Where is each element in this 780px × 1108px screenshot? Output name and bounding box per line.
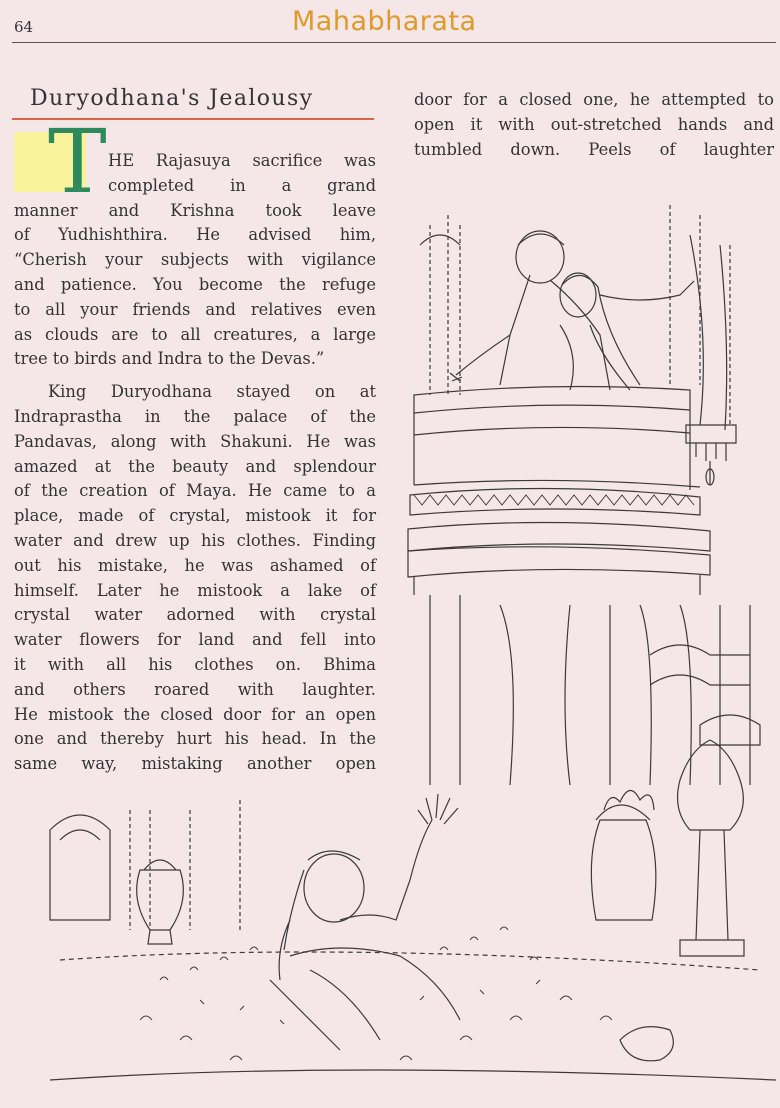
text-line: door for a closed one, he attempted to <box>414 90 774 109</box>
header-divider <box>12 42 776 43</box>
lake-fall-illustration <box>40 720 776 1098</box>
page-header <box>0 0 780 44</box>
text-line: Indraprastha in the palace of the <box>14 406 376 426</box>
text-line: water and drew up his clothes. Finding <box>14 530 376 550</box>
text-line: to all your friends and relatives even <box>14 299 376 319</box>
text-line: it with all his clothes on. Bhima <box>14 654 376 674</box>
text-line: King Duryodhana stayed on at <box>48 382 376 402</box>
text-line: water flowers for land and fell into <box>14 630 376 650</box>
text-line: “Cherish your subjects with vigilance <box>14 250 376 270</box>
left-column-text <box>14 149 376 777</box>
text-line: out his mistake, he was ashamed of <box>14 555 376 575</box>
section-heading: Duryodhana's Jealousy <box>30 86 314 111</box>
text-line: and patience. You become the refuge <box>14 274 376 294</box>
text-line: tumbled down. Peels of laughter <box>414 139 774 159</box>
text-line: HE Rajasuya sacrifice was <box>108 151 376 170</box>
text-line: open it with out-stretched hands and <box>414 114 774 134</box>
text-line: Pandavas, along with Shakuni. He was <box>14 431 376 451</box>
text-line: same way, mistaking another open <box>14 754 376 774</box>
text-line: tree to birds and Indra to the Devas.” <box>14 349 325 369</box>
balcony-illustration <box>400 185 776 805</box>
page-number: 64 <box>14 18 34 36</box>
text-line: one and thereby hurt his head. In the <box>14 729 376 749</box>
text-line: amazed at the beauty and splendour <box>14 456 376 476</box>
text-line: completed in a grand <box>108 175 376 195</box>
drop-cap: T <box>48 110 107 213</box>
text-line: of the creation of Maya. He came to a <box>14 481 376 501</box>
text-line: and others roared with laughter. <box>14 679 376 699</box>
text-line: He mistook the closed door for an open <box>14 704 376 724</box>
text-line: place, made of crystal, mistook it for <box>14 506 376 526</box>
text-line: crystal water adorned with crystal <box>14 605 376 625</box>
text-line: as clouds are to all creatures, a large <box>14 324 376 344</box>
text-line: of Yudhishthira. He advised him, <box>14 225 376 245</box>
book-title: Mahabharata <box>292 6 477 37</box>
right-column-text <box>414 88 774 162</box>
text-line: manner and Krishna took leave <box>14 200 376 220</box>
text-line: himself. Later he mistook a lake of <box>14 580 376 600</box>
